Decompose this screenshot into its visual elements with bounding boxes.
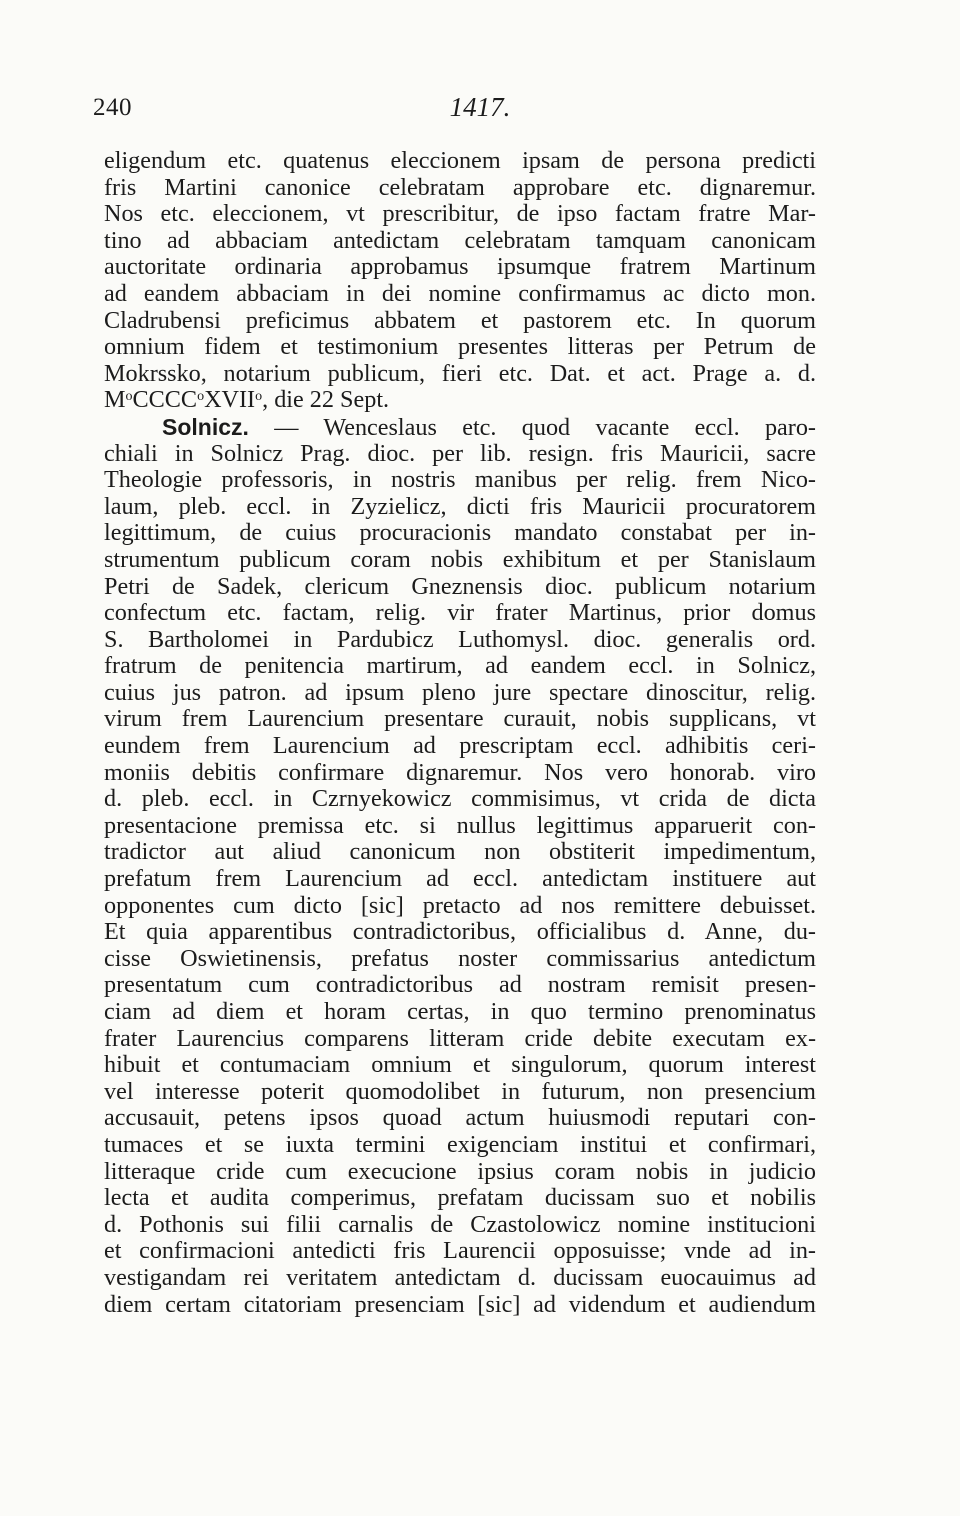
text-line: S. Bartholomei in Pardubicz Luthomysl. dioc. generalis ord. (104, 625, 816, 653)
text-line: moniis debitis confirmare dignaremur. Nos vero honorab. viro (104, 758, 816, 786)
running-head-year: 1417. (449, 92, 511, 122)
entry-heading-line (104, 414, 816, 441)
text-line: eundem frem Laurencium ad prescriptam eccl. adhibitis ceri- (104, 732, 816, 760)
text-line: tradictor aut aliud canonicum non obstiterit impedimentum, (104, 838, 816, 866)
text-line: eligendum etc. quatenus eleccionem ipsam de persona predicti (104, 147, 816, 174)
text-line: fris Martini canonice celebratam approbare etc. dignaremur. (104, 173, 816, 201)
text-line: vestigandam rei veritatem antedictam d. ducissam euocauimus ad (104, 1263, 816, 1291)
text-line: cuius jus patron. ad ipsum pleno jure spectare dinoscitur, relig. (104, 678, 816, 706)
text-line: d. pleb. eccl. in Czrnyekowicz commisimus, vt crida de dicta (104, 785, 816, 813)
text-line: frater Laurencius comparens litteram cride debite executam ex- (104, 1024, 816, 1052)
text-line: et confirmacioni antedicti fris Laurencii opposuisse; vnde ad in- (104, 1237, 816, 1265)
text-line: virum frem Laurencium presentare curauit, nobis supplicans, vt (104, 705, 816, 733)
text-line: ciam ad diem et horam certas, in quo termino prenominatus (104, 998, 816, 1025)
entry-heading-solnicz: Solnicz. (162, 413, 249, 440)
text-line: presentatum cum contradictoribus ad nostram remisit presen- (104, 971, 816, 999)
superscript-ordinal: o (197, 389, 205, 405)
date-part: CCCC (132, 386, 198, 414)
date-part: M (104, 386, 126, 414)
text-line: Cladrubensi preficimus abbatem et pastorem etc. In quorum (104, 306, 816, 334)
text-line: hibuit et contumaciam omnium et singulorum, quorum interest (104, 1051, 816, 1079)
text-line: lecta et audita comperimus, prefatam ducissam suo et nobilis (104, 1184, 816, 1212)
text-line: prefatum frem Laurencium ad eccl. antedictam instituere aut (104, 865, 816, 893)
text-line: strumentum publicum coram nobis exhibitum et per Stanislaum (104, 545, 816, 573)
text-line: Theologie professoris, in nostris manibus per relig. frem Nico- (104, 466, 816, 494)
entry-heading-text: — Wenceslaus etc. quod vacante eccl. paro- (248, 413, 816, 441)
text-line: ad eandem abbaciam in dei nomine confirmamus ac dicto mon. (104, 279, 816, 307)
text-line: Petri de Sadek, clericum Gneznensis dioc. publicum notarium (104, 572, 816, 600)
body-text (104, 148, 816, 1318)
text-line: laum, pleb. eccl. in Zyzielicz, dicti fris Mauricii procuratorem (104, 492, 816, 520)
text-line: presentacione premissa etc. si nullus legittimus apparuerit con- (104, 811, 816, 839)
date-part: XVII (204, 386, 256, 414)
text-line: tino ad abbaciam antedictam celebratam tamquam canonicam (104, 226, 816, 254)
text-line: Nos etc. eleccionem, vt prescribitur, de ipso factam fratre Mar- (104, 200, 816, 228)
text-line: Mokrssko, notarium publicum, fieri etc. Dat. et act. Prage a. d. (104, 359, 816, 387)
text-line: tumaces et se iuxta termini exigenciam institui et confirmari, (104, 1130, 816, 1158)
superscript-ordinal: o (125, 389, 133, 405)
text-line: auctoritate ordinaria approbamus ipsumque fratrem Martinum (104, 253, 816, 281)
text-line: Et quia apparentibus contradictoribus, officialibus d. Anne, du- (104, 918, 816, 946)
text-line: d. Pothonis sui filii carnalis de Czastolowicz nomine institucioni (104, 1210, 816, 1238)
date-part: , die 22 Sept. (262, 386, 390, 414)
text-line: chiali in Solnicz Prag. dioc. per lib. resign. fris Mauricii, sacre (104, 439, 816, 467)
date-line (104, 387, 816, 414)
superscript-ordinal: o (255, 389, 263, 405)
page-number: 240 (93, 94, 132, 121)
text-line: diem certam citatoriam presenciam [sic] ad videndum et audiendum (104, 1290, 816, 1318)
text-line: fratrum de penitencia martirum, ad eandem eccl. in Solnicz, (104, 652, 816, 680)
text-line: opponentes cum dicto [sic] pretacto ad nos remittere debuisset. (104, 891, 816, 919)
text-line: litteraque cride cum execucione ipsius coram nobis in judicio (104, 1157, 816, 1185)
text-line: omnium fidem et testimonium presentes litteras per Petrum de (104, 333, 816, 361)
text-line: vel interesse poterit quomodolibet in futurum, non presencium (104, 1077, 816, 1105)
text-line: legittimum, de cuius procuracionis mandato constabat per in- (104, 519, 816, 547)
text-line: accusauit, petens ipsos quoad actum huiusmodi reputari con- (104, 1104, 816, 1132)
text-line: cisse Oswietinensis, prefatus noster commissarius antedictum (104, 944, 816, 972)
text-line: confectum etc. factam, relig. vir frater Martinus, prior domus (104, 599, 816, 627)
